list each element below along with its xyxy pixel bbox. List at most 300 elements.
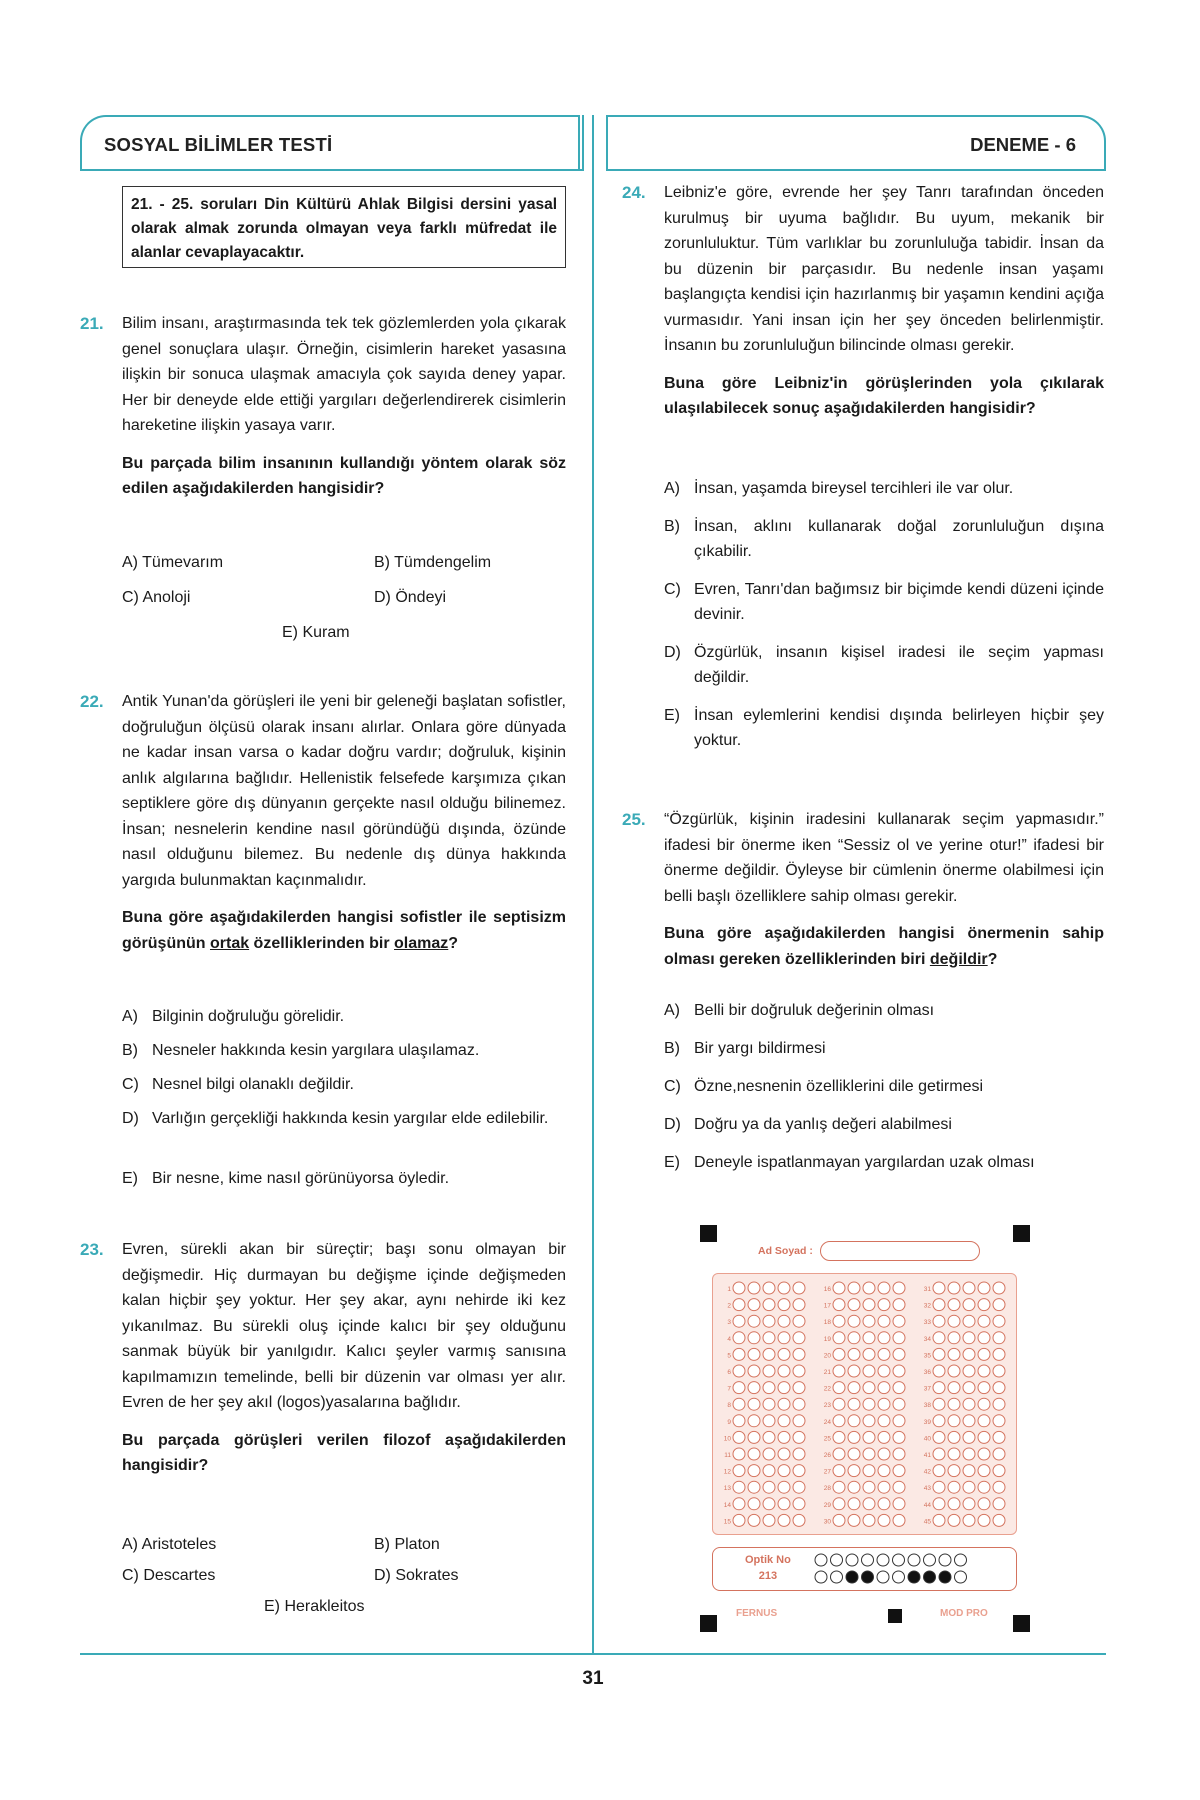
answer-bubble[interactable] [863,1448,875,1460]
answer-bubble[interactable] [978,1448,990,1460]
answer-bubble[interactable] [833,1365,845,1377]
answer-bubble[interactable] [733,1348,745,1360]
answer-bubble[interactable] [863,1498,875,1510]
answer-bubble[interactable] [948,1431,960,1443]
bubble-row-number: 12 [723,1468,731,1476]
answer-bubble[interactable] [848,1282,860,1294]
answer-bubble[interactable] [833,1315,845,1327]
q25-option-b[interactable] [664,1036,1104,1061]
answer-bubble[interactable] [893,1348,905,1360]
q25-option-c[interactable] [664,1074,1104,1099]
answer-bubble[interactable] [848,1448,860,1460]
answer-bubble[interactable] [978,1498,990,1510]
answer-bubble[interactable] [763,1481,775,1493]
q23-option-c[interactable]: C) Descartes [122,1567,216,1584]
answer-bubble[interactable] [848,1431,860,1443]
bubble-row-number: 5 [727,1352,731,1360]
q22-option-c-label: C) [122,1076,139,1093]
answer-bubble[interactable] [793,1398,805,1410]
q21-option-e[interactable]: E) Kuram [282,624,350,641]
answer-bubble[interactable] [933,1299,945,1311]
answer-bubble[interactable] [978,1465,990,1477]
optik-no-label: Optik No [745,1554,791,1566]
answer-bubble[interactable] [878,1481,890,1493]
answer-bubble[interactable] [963,1332,975,1344]
answer-bubble[interactable] [793,1498,805,1510]
answer-bubble[interactable] [993,1431,1005,1443]
answer-bubble[interactable] [978,1332,990,1344]
q25-option-b-label: B) [664,1040,680,1057]
answer-bubble[interactable] [948,1465,960,1477]
bubble-row-number: 17 [823,1302,831,1310]
answer-bubble[interactable] [793,1282,805,1294]
answer-bubble[interactable] [963,1382,975,1394]
bubble-row-number: 36 [923,1369,931,1376]
answer-bubble[interactable] [948,1398,960,1410]
answer-bubble[interactable] [948,1315,960,1327]
answer-bubble[interactable] [948,1365,960,1377]
answer-bubble[interactable] [778,1431,790,1443]
answer-bubble[interactable] [778,1282,790,1294]
answer-bubble[interactable] [778,1415,790,1427]
answer-bubble[interactable] [748,1315,760,1327]
answer-bubble[interactable] [933,1514,945,1526]
answer-bubble[interactable] [763,1415,775,1427]
q21-option-d[interactable]: D) Öndeyi [374,589,447,606]
answer-bubble[interactable] [893,1498,905,1510]
answer-bubble[interactable] [848,1481,860,1493]
answer-bubble[interactable] [893,1431,905,1443]
answer-bubble[interactable] [748,1415,760,1427]
answer-bubble[interactable] [763,1498,775,1510]
answer-bubble[interactable] [993,1514,1005,1526]
answer-bubble[interactable] [733,1465,745,1477]
question-25 [664,807,1104,972]
answer-bubble[interactable] [993,1481,1005,1493]
name-label: Ad Soyad : [758,1245,813,1257]
answer-bubble[interactable] [963,1481,975,1493]
answer-bubble[interactable] [893,1382,905,1394]
answer-bubble[interactable] [733,1282,745,1294]
answer-bubble[interactable] [748,1299,760,1311]
answer-bubble[interactable] [793,1514,805,1526]
answer-bubble[interactable] [993,1315,1005,1327]
answer-bubble[interactable] [763,1332,775,1344]
answer-bubble[interactable] [948,1282,960,1294]
answer-bubble[interactable] [763,1431,775,1443]
answer-bubble[interactable] [778,1315,790,1327]
answer-bubble[interactable] [933,1382,945,1394]
answer-bubble[interactable] [748,1431,760,1443]
answer-bubble[interactable] [863,1415,875,1427]
answer-bubble[interactable] [748,1514,760,1526]
answer-bubble[interactable] [893,1415,905,1427]
q21-option-b[interactable]: B) Tümdengelim [374,554,492,571]
answer-bubble[interactable] [733,1382,745,1394]
name-field[interactable] [820,1241,980,1261]
corner-marker [1013,1225,1030,1242]
answer-bubble[interactable] [793,1415,805,1427]
answer-bubble[interactable] [878,1431,890,1443]
answer-bubble[interactable] [893,1299,905,1311]
q22-option-d-label: D) [122,1110,139,1127]
answer-bubble[interactable] [733,1431,745,1443]
answer-bubble[interactable] [963,1365,975,1377]
answer-bubble[interactable] [878,1382,890,1394]
answer-bubble[interactable] [893,1332,905,1344]
answer-bubble[interactable] [733,1415,745,1427]
answer-bubble[interactable] [848,1348,860,1360]
answer-bubble[interactable] [833,1514,845,1526]
q22-option-a[interactable] [122,1004,566,1029]
answer-bubble[interactable] [763,1299,775,1311]
answer-bubble[interactable] [878,1398,890,1410]
answer-bubble[interactable] [878,1348,890,1360]
answer-bubble[interactable] [933,1465,945,1477]
answer-bubble[interactable] [778,1498,790,1510]
answer-bubble[interactable] [793,1382,805,1394]
answer-bubble[interactable] [878,1332,890,1344]
answer-bubble[interactable] [963,1514,975,1526]
answer-bubble[interactable] [933,1348,945,1360]
bubble-row-number: 30 [823,1518,831,1526]
q25-prompt-part1: Buna göre aşağıdakilerden hangisi önermenin sahip olması gereken özelliklerinden biri [664,925,1104,968]
answer-bubble[interactable] [963,1498,975,1510]
answer-bubble[interactable] [993,1365,1005,1377]
answer-bubble[interactable] [763,1448,775,1460]
answer-bubble[interactable] [893,1514,905,1526]
answer-bubble[interactable] [763,1282,775,1294]
answer-bubble[interactable] [978,1514,990,1526]
answer-bubble[interactable] [878,1498,890,1510]
q22-option-b[interactable] [122,1038,566,1063]
answer-bubble[interactable] [993,1299,1005,1311]
answer-bubble[interactable] [778,1398,790,1410]
q22-option-d[interactable] [122,1106,566,1131]
answer-bubble[interactable] [748,1282,760,1294]
answer-bubble[interactable] [933,1498,945,1510]
answer-bubble[interactable] [963,1282,975,1294]
answer-bubble[interactable] [833,1348,845,1360]
optik-no-bubble [862,1554,874,1566]
q22-option-c[interactable] [122,1072,566,1097]
answer-bubble[interactable] [833,1415,845,1427]
answer-bubble[interactable] [863,1465,875,1477]
answer-bubble[interactable] [763,1365,775,1377]
answer-bubble[interactable] [878,1514,890,1526]
answer-bubble[interactable] [848,1415,860,1427]
bubble-row-number: 44 [923,1501,931,1509]
answer-bubble[interactable] [963,1348,975,1360]
answer-bubble[interactable] [878,1282,890,1294]
optik-no-bubble [955,1554,967,1566]
answer-bubble[interactable] [793,1299,805,1311]
answer-bubble[interactable] [863,1481,875,1493]
answer-bubble[interactable] [963,1315,975,1327]
answer-bubble[interactable] [848,1498,860,1510]
answer-bubble[interactable] [978,1481,990,1493]
answer-bubble[interactable] [833,1465,845,1477]
answer-bubble[interactable] [978,1365,990,1377]
answer-bubble[interactable] [763,1465,775,1477]
answer-bubble[interactable] [833,1282,845,1294]
answer-bubble[interactable] [948,1332,960,1344]
answer-bubble[interactable] [993,1382,1005,1394]
q24-option-a[interactable] [664,476,1104,501]
answer-bubble[interactable] [748,1448,760,1460]
answer-bubble[interactable] [778,1365,790,1377]
answer-bubble[interactable] [733,1315,745,1327]
answer-bubble[interactable] [933,1431,945,1443]
q22-option-d-text: Varlığın gerçekliği hakkında kesin yargılar elde edilebilir. [152,1110,549,1127]
answer-bubble[interactable] [978,1431,990,1443]
answer-bubble[interactable] [763,1514,775,1526]
bubble-row-number: 24 [823,1418,831,1426]
answer-bubble[interactable] [733,1448,745,1460]
answer-bubble[interactable] [793,1448,805,1460]
answer-bubble[interactable] [833,1332,845,1344]
answer-bubble[interactable] [948,1498,960,1510]
answer-bubble[interactable] [863,1514,875,1526]
answer-bubble[interactable] [933,1398,945,1410]
q23-option-a[interactable]: A) Aristoteles [122,1536,217,1553]
answer-bubble[interactable] [863,1398,875,1410]
answer-bubble[interactable] [948,1415,960,1427]
answer-bubble[interactable] [763,1348,775,1360]
q24-option-b-text: İnsan, aklını kullanarak doğal zorunluluğun dışına çıkabilir. [694,518,1104,560]
answer-bubble[interactable] [778,1299,790,1311]
answer-bubble[interactable] [748,1465,760,1477]
page-number: 31 [582,1668,604,1689]
answer-bubble[interactable] [733,1481,745,1493]
answer-bubble[interactable] [733,1365,745,1377]
answer-bubble[interactable] [978,1398,990,1410]
answer-bubble[interactable] [833,1448,845,1460]
answer-bubble[interactable] [763,1398,775,1410]
answer-bubble[interactable] [893,1282,905,1294]
answer-bubble[interactable] [748,1498,760,1510]
answer-bubble[interactable] [878,1315,890,1327]
bubble-grid-svg[interactable] [713,1274,1018,1536]
optik-no-bubble [924,1554,936,1566]
answer-bubble[interactable] [848,1514,860,1526]
answer-bubble[interactable] [963,1299,975,1311]
q25-option-b-text: Bir yargı bildirmesi [694,1040,826,1057]
answer-bubble[interactable] [863,1332,875,1344]
answer-bubble[interactable] [778,1332,790,1344]
answer-bubble[interactable] [963,1415,975,1427]
answer-bubble[interactable] [733,1498,745,1510]
answer-bubble[interactable] [748,1382,760,1394]
bubble-row-number: 16 [823,1286,831,1293]
answer-bubble[interactable] [793,1315,805,1327]
q24-option-b[interactable] [664,514,1104,564]
optik-no-bubble [831,1571,843,1583]
answer-bubble[interactable] [833,1431,845,1443]
q25-option-e[interactable] [664,1150,1104,1175]
answer-bubble[interactable] [963,1465,975,1477]
answer-bubble[interactable] [948,1481,960,1493]
answer-bubble[interactable] [848,1365,860,1377]
answer-bubble[interactable] [933,1365,945,1377]
answer-bubble[interactable] [878,1365,890,1377]
bubble-row-number: 15 [723,1518,731,1526]
q25-option-a[interactable] [664,998,1104,1023]
answer-bubble[interactable] [778,1465,790,1477]
question-23-prompt: Bu parçada görüşleri verilen filozof aşağıdakilerden hangisidir? [122,1431,566,1474]
answer-bubble[interactable] [748,1348,760,1360]
answer-bubble[interactable] [893,1365,905,1377]
question-22-prompt [122,905,566,956]
answer-bubble[interactable] [978,1382,990,1394]
answer-bubble[interactable] [933,1315,945,1327]
answer-bubble[interactable] [933,1332,945,1344]
optik-no-bubble [877,1554,889,1566]
answer-bubble[interactable] [748,1365,760,1377]
answer-bubble[interactable] [948,1448,960,1460]
answer-bubble[interactable] [863,1315,875,1327]
answer-bubble[interactable] [878,1415,890,1427]
answer-bubble[interactable] [978,1282,990,1294]
question-24-number: 24. [622,183,646,202]
q24-option-e[interactable] [664,703,1104,753]
answer-bubble[interactable] [948,1348,960,1360]
bubble-row-number: 6 [727,1369,731,1376]
bubble-row-number: 41 [923,1452,931,1459]
answer-bubble[interactable] [863,1382,875,1394]
q23-option-d[interactable]: D) Sokrates [374,1567,459,1584]
q24-option-c-label: C) [664,581,681,598]
answer-bubble[interactable] [793,1365,805,1377]
answer-bubble[interactable] [978,1315,990,1327]
answer-bubble[interactable] [733,1332,745,1344]
question-23 [122,1237,566,1479]
answer-bubble[interactable] [993,1348,1005,1360]
answer-bubble[interactable] [963,1448,975,1460]
bubble-row-number: 42 [923,1468,931,1476]
answer-bubble[interactable] [933,1481,945,1493]
answer-bubble[interactable] [993,1465,1005,1477]
q25-option-c-text: Özne,nesnenin özelliklerini dile getirmesi [694,1078,984,1095]
q21-option-a[interactable]: A) Tümevarım [122,554,224,571]
answer-bubble[interactable] [993,1415,1005,1427]
answer-bubble[interactable] [978,1415,990,1427]
answer-bubble[interactable] [978,1299,990,1311]
answer-bubble[interactable] [748,1398,760,1410]
answer-bubble[interactable] [993,1282,1005,1294]
answer-bubble[interactable] [963,1431,975,1443]
answer-bubble[interactable] [763,1315,775,1327]
q21-option-c[interactable]: C) Anoloji [122,589,191,606]
q23-option-b[interactable]: B) Platon [374,1536,440,1553]
answer-bubble[interactable] [893,1315,905,1327]
answer-bubble[interactable] [993,1498,1005,1510]
answer-bubble[interactable] [793,1431,805,1443]
answer-bubble[interactable] [893,1448,905,1460]
answer-bubble[interactable] [848,1315,860,1327]
answer-bubble[interactable] [778,1481,790,1493]
bubble-row-number: 31 [923,1286,931,1293]
answer-bubble[interactable] [848,1299,860,1311]
answer-bubble[interactable] [833,1299,845,1311]
answer-bubble[interactable] [863,1348,875,1360]
answer-bubble[interactable] [848,1398,860,1410]
answer-bubble[interactable] [733,1398,745,1410]
answer-bubble[interactable] [778,1382,790,1394]
divider-right-edge [606,115,608,171]
q24-option-e-label: E) [664,707,680,724]
answer-bubble[interactable] [893,1481,905,1493]
answer-bubble-grid[interactable] [712,1273,1017,1535]
answer-bubble[interactable] [748,1332,760,1344]
answer-bubble[interactable] [863,1299,875,1311]
answer-bubble[interactable] [893,1465,905,1477]
answer-bubble[interactable] [733,1514,745,1526]
answer-bubble[interactable] [933,1448,945,1460]
bubble-row-number: 26 [823,1452,831,1459]
answer-bubble[interactable] [793,1348,805,1360]
answer-bubble[interactable] [978,1348,990,1360]
answer-bubble[interactable] [878,1299,890,1311]
optik-no-label-group [745,1552,791,1584]
answer-bubble[interactable] [833,1398,845,1410]
answer-bubble[interactable] [848,1332,860,1344]
answer-bubble[interactable] [793,1332,805,1344]
answer-bubble[interactable] [893,1398,905,1410]
answer-bubble[interactable] [778,1514,790,1526]
answer-bubble[interactable] [793,1481,805,1493]
answer-bubble[interactable] [878,1448,890,1460]
answer-bubble[interactable] [948,1382,960,1394]
answer-bubble[interactable] [848,1465,860,1477]
q24-option-d-text: Özgürlük, insanın kişisel iradesi ile seçim yapması değildir. [694,644,1104,686]
q25-option-d[interactable] [664,1112,1104,1137]
answer-bubble[interactable] [993,1332,1005,1344]
answer-bubble[interactable] [778,1448,790,1460]
answer-bubble[interactable] [993,1398,1005,1410]
answer-bubble[interactable] [993,1448,1005,1460]
answer-bubble[interactable] [748,1481,760,1493]
q25-option-a-text: Belli bir doğruluk değerinin olması [694,1002,935,1019]
q22-prompt-part1: Buna göre aşağıdakilerden hangisi sofistler ile septisizm görüşünün [122,909,566,952]
q22-option-b-text: Nesneler hakkında kesin yargılara ulaşılamaz. [152,1042,480,1059]
header-rule-left [80,169,584,171]
answer-bubble[interactable] [848,1382,860,1394]
answer-bubble[interactable] [948,1514,960,1526]
bubble-row-number: 33 [923,1319,931,1327]
q22-option-e[interactable] [122,1166,566,1191]
answer-bubble[interactable] [863,1365,875,1377]
answer-bubble[interactable] [863,1431,875,1443]
answer-bubble[interactable] [833,1498,845,1510]
answer-bubble[interactable] [763,1382,775,1394]
q24-option-c[interactable] [664,577,1104,627]
answer-bubble[interactable] [933,1282,945,1294]
answer-bubble[interactable] [963,1398,975,1410]
q25-option-a-label: A) [664,1002,680,1019]
q24-option-d[interactable] [664,640,1104,690]
answer-bubble[interactable] [933,1415,945,1427]
answer-bubble[interactable] [878,1465,890,1477]
answer-bubble[interactable] [733,1299,745,1311]
answer-bubble[interactable] [833,1481,845,1493]
q23-option-e[interactable]: E) Herakleitos [264,1598,365,1615]
answer-bubble[interactable] [793,1465,805,1477]
answer-bubble[interactable] [863,1282,875,1294]
answer-bubble[interactable] [833,1382,845,1394]
answer-bubble[interactable] [778,1348,790,1360]
answer-bubble[interactable] [948,1299,960,1311]
